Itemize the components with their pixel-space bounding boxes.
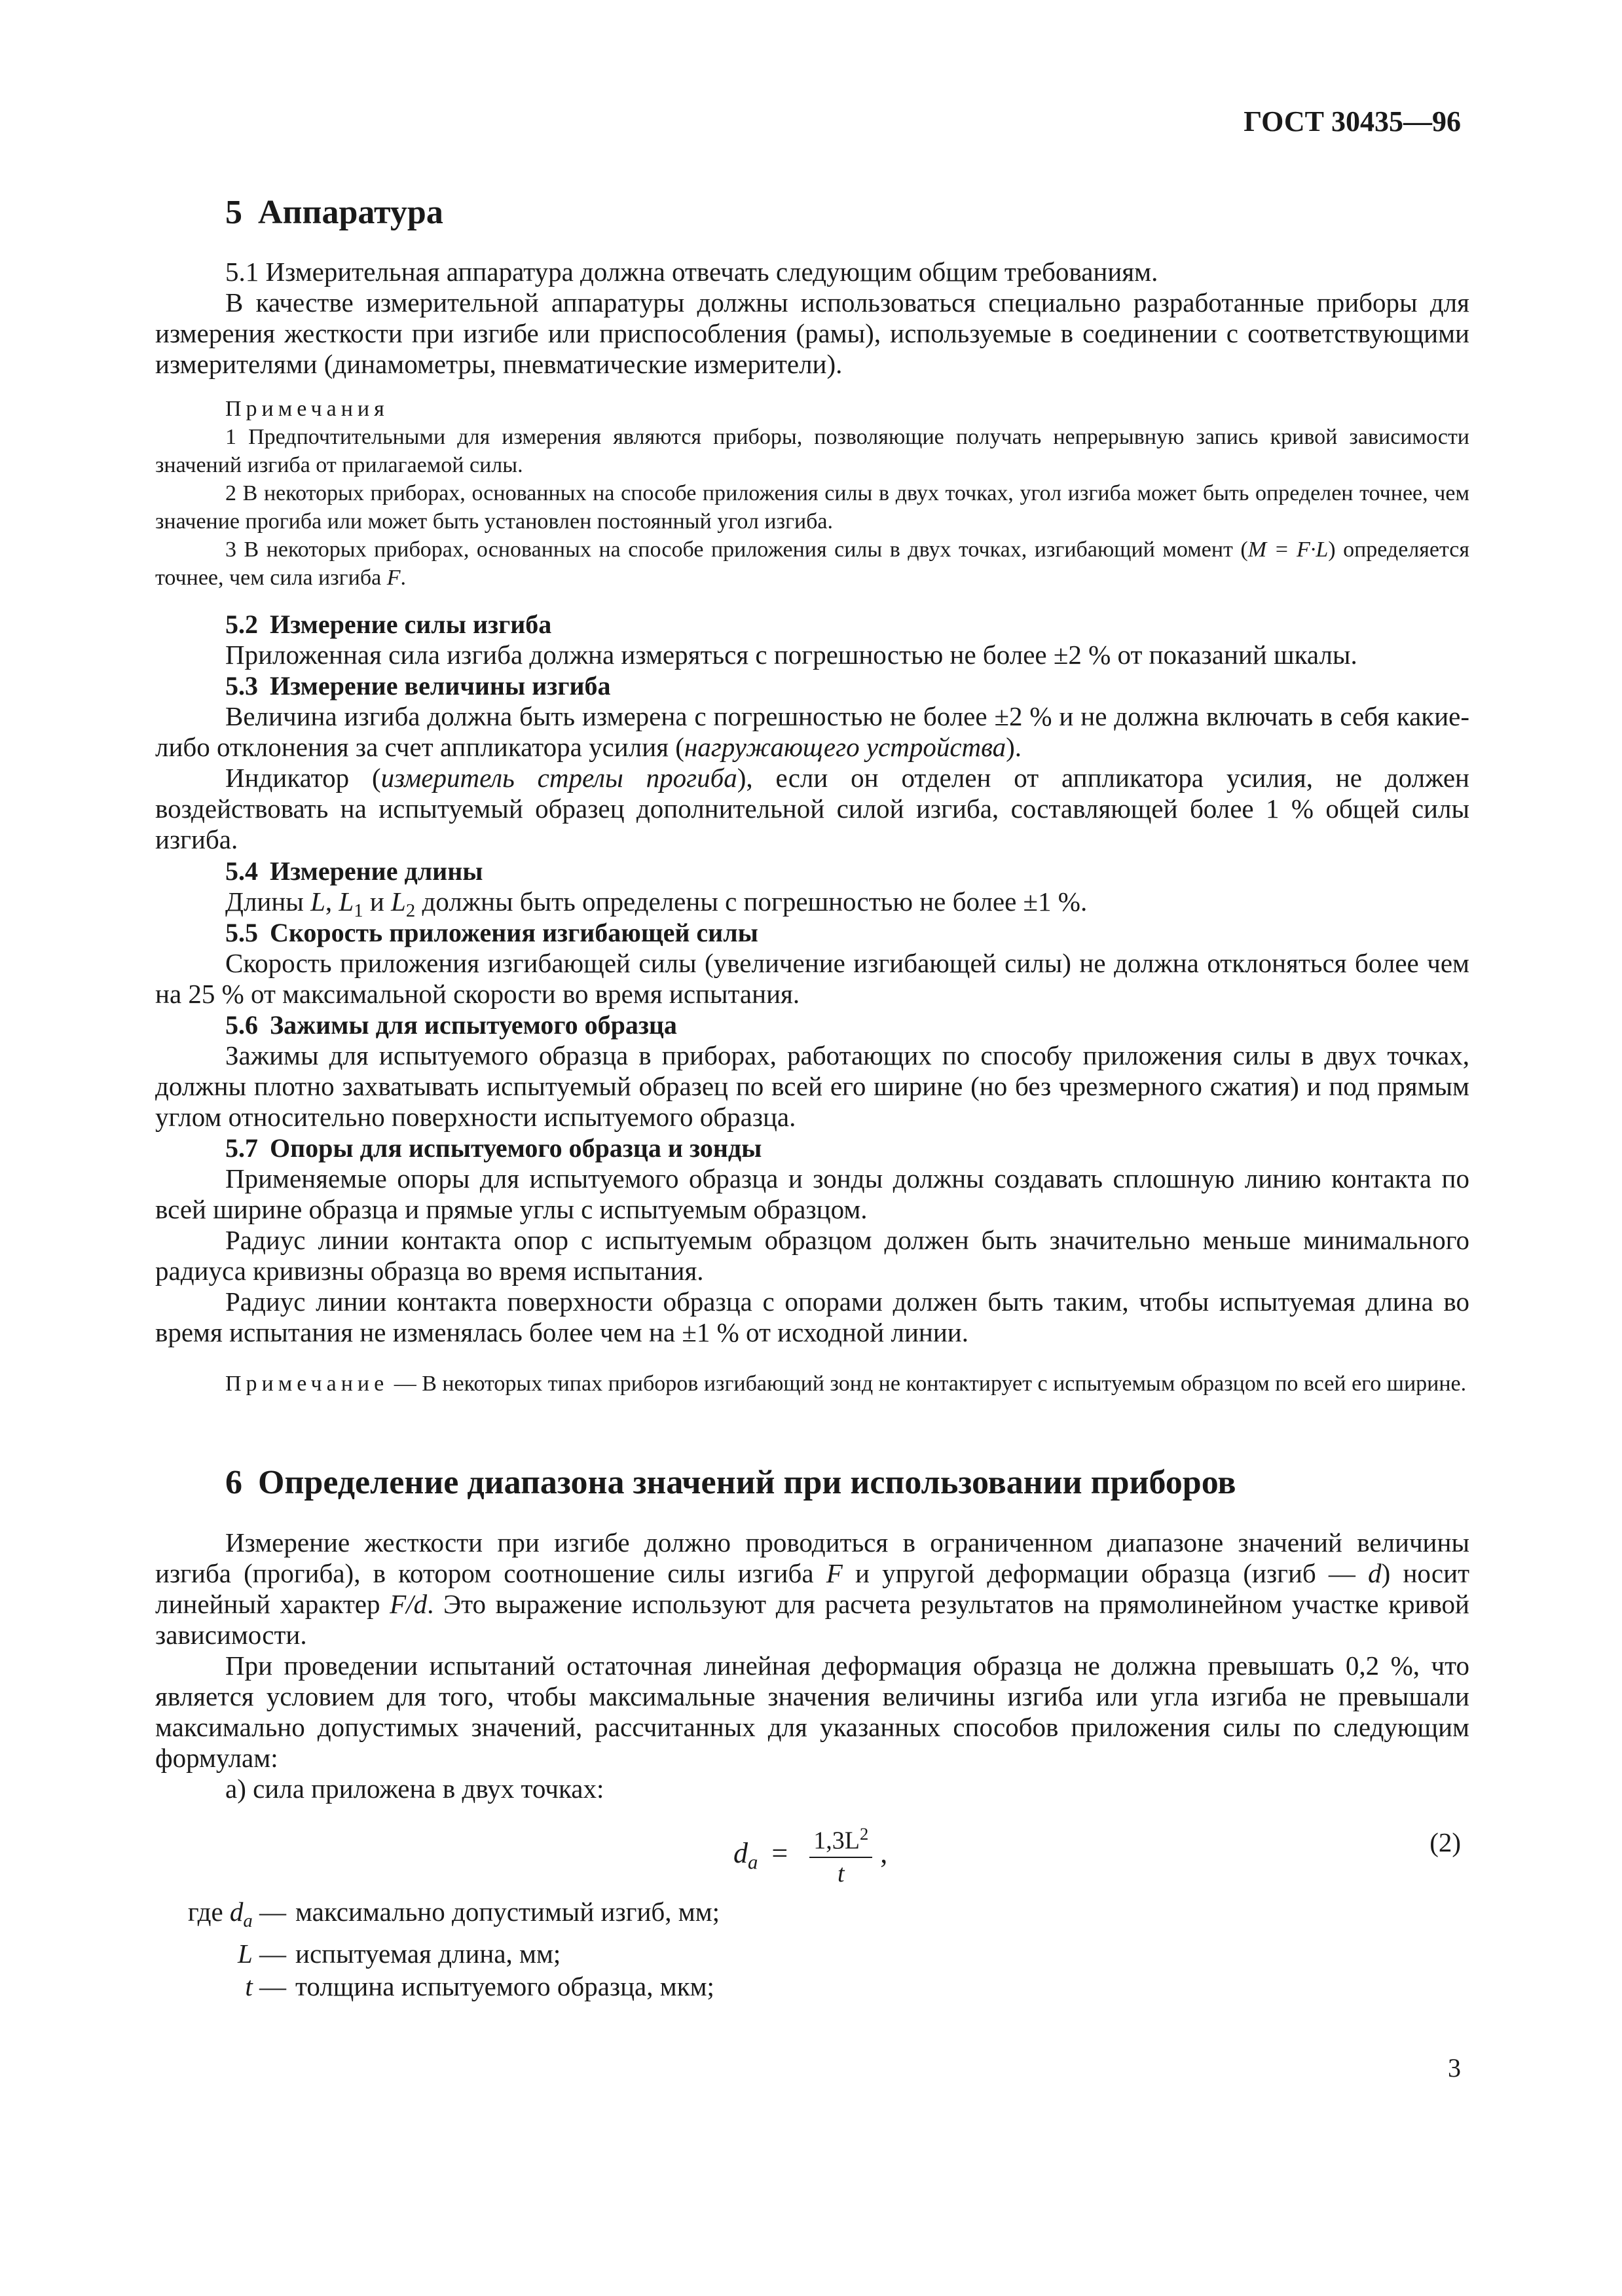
paragraph-5-7-b: Радиус линии контакта опор с испытуемым образцом должен быть значительно меньше минимального радиуса кривизны образца во время испытания. (155, 1225, 1469, 1286)
formula-equals: = (771, 1836, 788, 1869)
paragraph-5-3-b (155, 763, 1469, 855)
note-3-text-b: ) определяется точнее, чем сила изгиба (155, 538, 1470, 590)
where-sym-text: t (245, 1971, 253, 2002)
formula-lhs-subscript: a (748, 1851, 758, 1874)
section-5-intro (155, 257, 1469, 380)
section-5-heading (225, 193, 443, 232)
subsection-number: 5.3 (225, 671, 258, 701)
where-dash: — (252, 1897, 286, 1927)
subsection-title: Измерение длины (270, 856, 483, 886)
where-definition: толщина испытуемого образца, мкм; (295, 1971, 714, 2002)
numerator-text: 1,3L (813, 1827, 860, 1855)
text: должны быть определены с погрешностью не более ±1 %. (415, 886, 1088, 917)
subsection-number: 5.5 (225, 918, 258, 947)
subscript: 1 (354, 900, 363, 922)
where-symbol (155, 1895, 295, 1937)
section-number: 5 (225, 194, 242, 231)
subsection-5-5-heading (225, 917, 758, 948)
text: Длины (225, 886, 311, 917)
notes-block (155, 395, 1469, 592)
where-sub: a (243, 1910, 253, 1932)
list-item-a: а) сила приложена в двух точках: (225, 1774, 604, 1804)
paragraph-6-1 (155, 1527, 1469, 1650)
equation-number: (2) (1429, 1827, 1461, 1857)
where-sym-text: d (229, 1897, 244, 1927)
formula-comma: , (880, 1836, 888, 1869)
subsection-5-2-heading (225, 609, 551, 640)
paragraph-5-4: Длины L, $L_1$ и $L_2$ должны быть определены с погрешностью не более ±1 %. (225, 886, 1088, 922)
where-row (155, 1937, 720, 1970)
subsection-number: 5.4 (225, 856, 258, 886)
note-3-end: . (400, 566, 406, 590)
final-note (155, 1370, 1469, 1398)
section-6-body (155, 1527, 1469, 1804)
symbol-L: L (310, 886, 325, 917)
where-dash: — (252, 1971, 286, 2002)
where-symbol (155, 1937, 295, 1970)
note-3-formula: M = F·L (1247, 538, 1329, 562)
symbol-L2: L (391, 886, 406, 917)
note-2: 2 В некоторых приборах, основанных на способе приложения силы в двух точках, угол изгиба может быть определен точнее, чем значение прогиба или может быть установлен постоянный угол изгиба. (155, 481, 1469, 534)
where-sym-text: L (237, 1939, 253, 1969)
text: . Это выражение используют для расчета результатов на прямолинейном участке кривой зависимости. (155, 1589, 1469, 1650)
text: и (363, 886, 392, 917)
subsection-title: Зажимы для испытуемого образца (270, 1010, 677, 1040)
final-note-paragraph (155, 1370, 1469, 1398)
paragraph-6-2: При проведении испытаний остаточная линейная деформация образца не должна превышать 0,2 %, что является условием для того, чтобы максимальные значения величины изгиба или угла изгиба не превышали максимально допустимых значений, рассчитанных для указанных способов приложения силы по следующим формулам: (155, 1650, 1469, 1773)
paragraph-5-6: Зажимы для испытуемого образца в приборах, работающих по способу приложения силы в двух точках, должны плотно захватывать испытуемый образец по всей его ширине (но без чрезмерного сжатия) и под прямым углом относительно поверхности испытуемого образца. (155, 1040, 1469, 1132)
final-note-text: — В некоторых типах приборов изгибающий зонд не контактирует с испытуемым образцом по всей его ширине. (388, 1372, 1467, 1396)
paragraph-5-5: Скорость приложения изгибающей силы (увеличение изгибающей силы) не должна отклоняться более чем на 25 % от максимальной скорости во время испытания. (155, 948, 1469, 1009)
subsection-number: 5.7 (225, 1133, 258, 1163)
subsection-5-6-heading (225, 1010, 677, 1040)
where-label: где (187, 1897, 223, 1927)
page-number: 3 (1448, 2053, 1461, 2083)
formula-denominator: t (837, 1859, 845, 1887)
formula-numerator (809, 1824, 872, 1858)
where-list (155, 1895, 720, 2003)
italic-term: нагружающего устройства (684, 732, 1006, 762)
note-3 (155, 536, 1469, 592)
section-6-heading (225, 1463, 1236, 1502)
where-symbol (155, 1970, 295, 2003)
subsection-title: Опоры для испытуемого образца и зонды (270, 1133, 762, 1163)
final-note-label: Примечание (225, 1372, 389, 1396)
where-row (155, 1970, 720, 2003)
section-number: 6 (225, 1464, 242, 1501)
symbol-F: F (826, 1558, 843, 1588)
subsection-5-4-heading (225, 856, 483, 886)
subsection-number: 5.2 (225, 610, 258, 639)
section-title: Определение диапазона значений при использовании приборов (258, 1464, 1236, 1501)
note-1: 1 Предпочтительными для измерения являются приборы, позволяющие получать непрерывную запись кривой зависимости значений изгиба от прилагаемой силы. (155, 425, 1469, 477)
text: Измерение жесткости при изгибе должно проводиться в ограниченном диапазоне значений величины изгиба (прогиба), в котором соотношение силы изгиба (155, 1527, 1469, 1588)
subsection-title: Измерение величины изгиба (270, 671, 611, 701)
notes-label: Примечания (225, 397, 389, 421)
subsection-title: Измерение силы изгиба (270, 610, 552, 639)
subsection-5-5-body (155, 948, 1469, 1010)
subsection-5-7-heading (225, 1133, 762, 1163)
subsection-5-6-body (155, 1040, 1469, 1133)
symbol-d: d (1368, 1558, 1382, 1588)
note-3-text: 3 В некоторых приборах, основанных на способе приложения силы в двух точках, изгибающий момент ( (225, 538, 1248, 562)
symbol-L1: L (339, 886, 354, 917)
text: ). (1006, 732, 1022, 762)
text: и упругой деформации образца (изгиб — (842, 1558, 1369, 1588)
text: Величина изгиба должна быть измерена с погрешностью не более ±2 % и не должна включать в себя какие-либо отклонения за счет аппликатора усилия ( (155, 701, 1469, 762)
where-definition: испытуемая длина, мм; (295, 1939, 561, 1969)
paragraph-5-1: 5.1 Измерительная аппаратура должна отвечать следующим общим требованиям. (225, 257, 1158, 287)
numerator-exponent: 2 (859, 1824, 869, 1844)
paragraph-5-3-a (155, 701, 1469, 763)
subsection-5-3-body (155, 701, 1469, 855)
where-row (155, 1895, 720, 1937)
section-title: Аппаратура (258, 194, 443, 231)
paragraph-5-1-b: В качестве измерительной аппаратуры должны использоваться специально разработанные приборы для измерения жесткости при изгибе или приспособления (рамы), используемые в соединении с соответствующими измерителями (динамометры, пневматические измерители). (155, 287, 1469, 379)
subsection-number: 5.6 (225, 1010, 258, 1040)
where-dash: — (252, 1939, 286, 1969)
text: Индикатор ( (225, 763, 381, 793)
paragraph-5-7-a: Применяемые опоры для испытуемого образца и зонды должны создавать сплошную линию контакта по всей ширине образца и прямые углы с испытуемым образцом. (155, 1163, 1469, 1224)
subsection-5-7-body (155, 1163, 1469, 1348)
paragraph-5-2: Приложенная сила изгиба должна измеряться с погрешностью не более ±2 % от показаний шкалы. (225, 640, 1357, 670)
subscript: 2 (405, 900, 416, 922)
subsection-5-2-body (155, 640, 1469, 670)
symbol-F-over-d: F/d (390, 1589, 428, 1619)
text: ) носит линейный характер (155, 1558, 1469, 1619)
formula-2 (733, 1824, 887, 1888)
document-header-code: ГОСТ 30435—96 (1244, 105, 1461, 137)
where-definition: максимально допустимый изгиб, мм; (295, 1897, 720, 1927)
note-3-symbol: F (386, 566, 401, 590)
subsection-title: Скорость приложения изгибающей силы (270, 918, 758, 947)
italic-term: измеритель стрелы прогиба (380, 763, 737, 793)
text: ), если он отделен от аппликатора усилия, не должен воздействовать на испытуемый образец дополнительной силой изгиба, составляющей более 1 % общей силы изгиба. (155, 763, 1469, 854)
formula-lhs: d (733, 1836, 748, 1869)
formula-fraction (809, 1824, 872, 1888)
paragraph-5-7-c: Радиус линии контакта поверхности образца с опорами должен быть таким, чтобы испытуемая длина во время испытания не изменялась более чем на ±1 % от исходной линии. (155, 1286, 1469, 1347)
subsection-5-3-heading (225, 670, 611, 701)
